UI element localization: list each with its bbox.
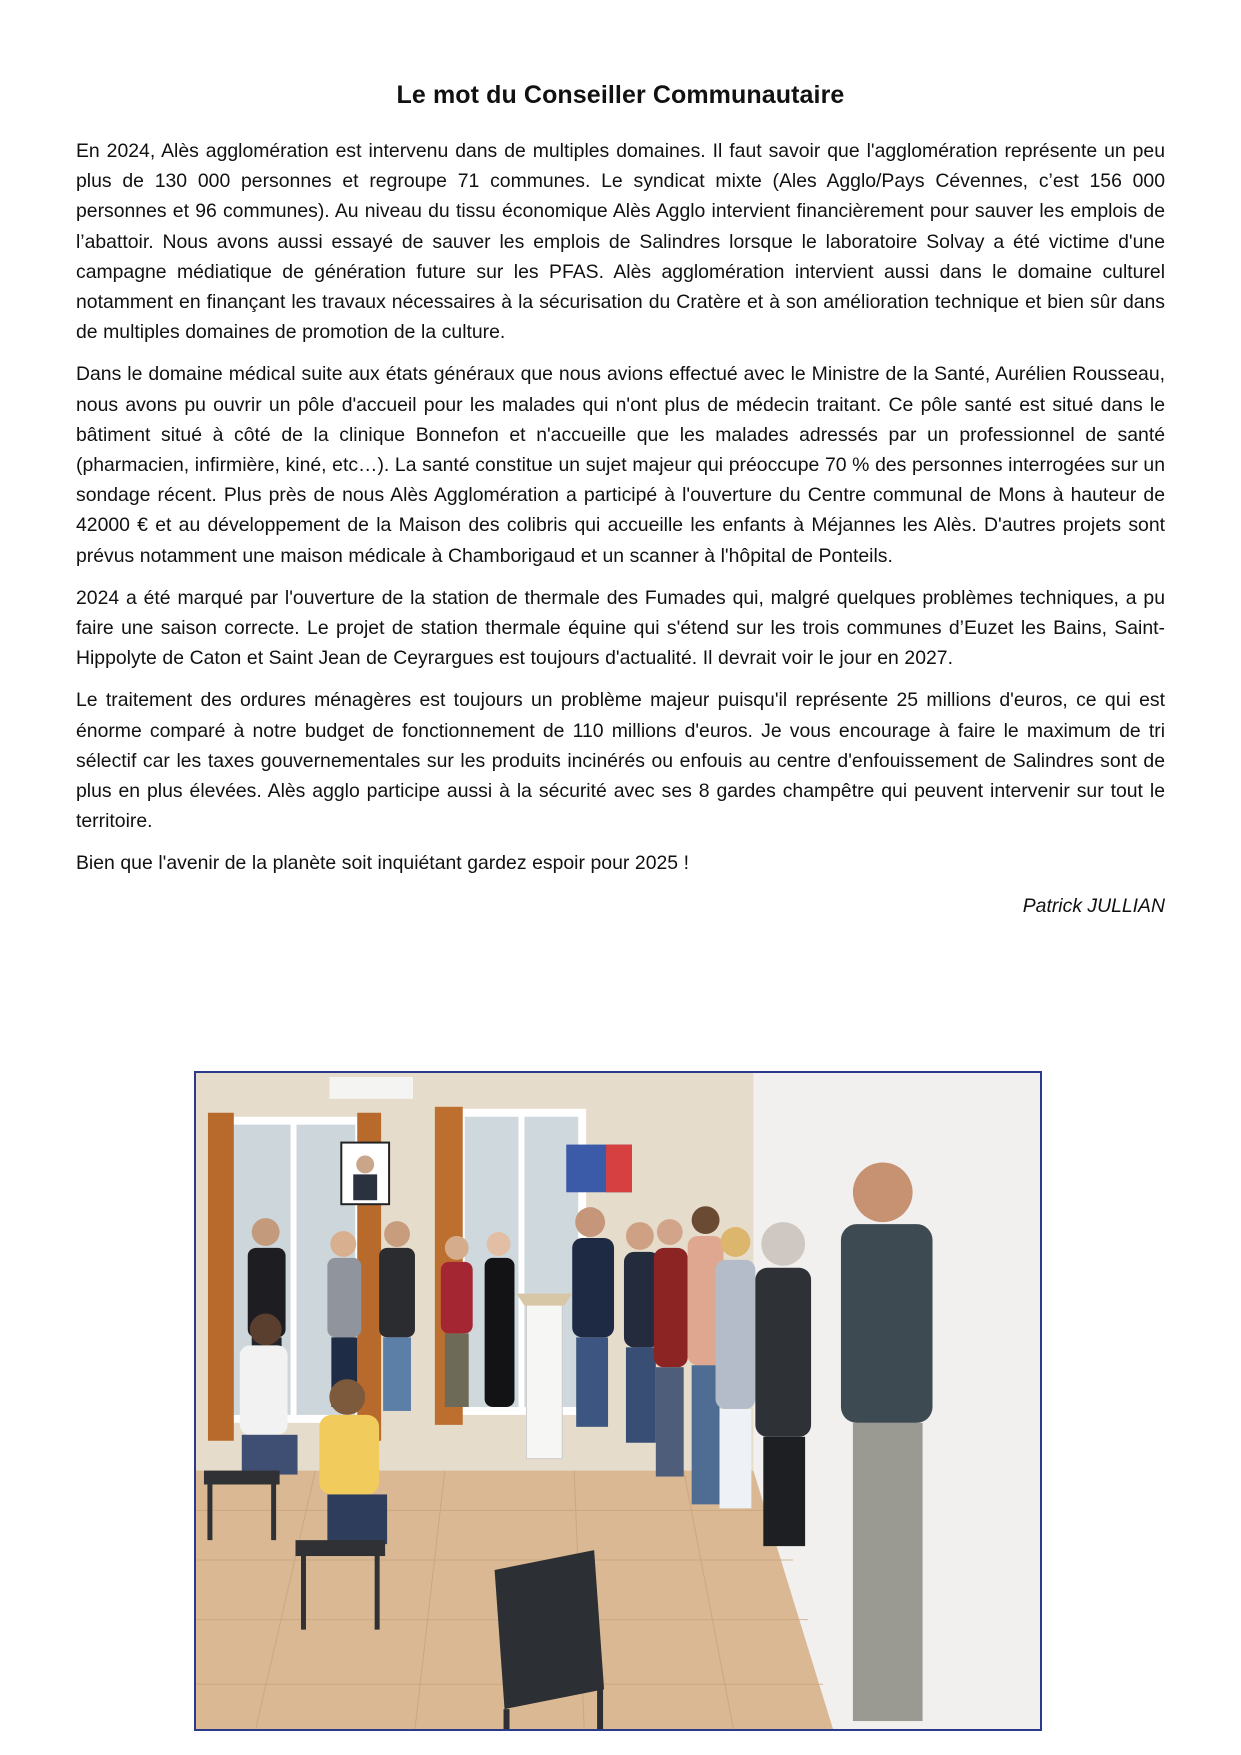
paragraph-5: Bien que l'avenir de la planète soit inquiétant gardez espoir pour 2025 ! <box>76 852 690 875</box>
paragraph-4: Le traitement des ordures ménagères est toujours un problème majeur puisqu'il représente 25 millions d'euros, ce qui est énorme comparé à notre budget de fonctionnement de 110 millions d'euros. Je vous encourage à faire le maximum de tri sélectif car les taxes gouvernementales sur les produits incinérés ou enfouis au centre d'enfouissement de Salindres sont de plus en plus élevées. Alès agglo participe aussi à la sécurité avec ses 8 gardes champêtre qui peuvent intervenir sur tout le territoire. <box>76 689 1165 833</box>
paragraph-2: Dans le domaine médical suite aux états généraux que nous avions effectué avec le Ministre de la Santé, Aurélien Rousseau, nous avons pu ouvrir un pôle d'accueil pour les malades qui n'ont plus de médecin traitant. Ce pôle santé est situé dans le bâtiment situé à côté de la clinique Bonnefon et n'accueille que les malades adressés par un professionnel de santé (pharmacien, infirmière, kiné, etc…). La santé constitue un sujet majeur qui préoccupe 70 % des personnes interrogées sur un sondage récent. Plus près de nous Alès Agglomération a participé à l'ouverture du Centre communal de Mons à hauteur de 42000 € et au développement de la Maison des colibris qui accueille les enfants à Méjannes les Alès. D'autres projets sont prévus notamment une maison médicale à Chamborigaud et un scanner à l'hôpital de Ponteils. <box>76 363 1165 567</box>
air-conditioner <box>329 1077 413 1099</box>
paragraph-1: En 2024, Alès agglomération est intervenu dans de multiples domaines. Il faut savoir que l'agglomération représente un peu plus de 130 000 personnes et regroupe 71 communes. Le syndicat mixte (Ales Agglo/Pays Cévennes, c’est 156 000 personnes et 96 communes). Au niveau du tissu économique Alès Agglo intervient financièrement pour sauver les emplois de l’abattoir. Nous avons aussi essayé de sauver les emplois de Salindres lorsque le laboratoire Solvay a été victime d'une campagne médiatique de génération future sur les PFAS. Alès agglomération intervient aussi dans le domaine culturel notamment en finançant les travaux nécessaires à la sécurisation du Cratère et à son amélioration technique et bien sûr dans de multiples domaines de promotion de la culture. <box>76 140 1165 344</box>
paragraph-3: 2024 a été marqué par l'ouverture de la station de thermale des Fumades qui, malgré quelques problèmes techniques, a pu faire une saison correcte. Le projet de station thermale équine qui s'étend sur les trois communes d’Euzet les Bains, Saint-Hippolyte de Caton et Saint Jean de Ceyrargues est toujours d'actualité. Il devrait voir le jour en 2027. <box>76 586 1165 670</box>
curtain <box>208 1113 234 1441</box>
page-title: Le mot du Conseiller Communautaire <box>396 81 845 109</box>
article <box>76 78 1165 921</box>
lectern <box>526 1300 562 1459</box>
event-photo <box>194 1071 1042 1731</box>
event-photo-illustration <box>196 1073 1040 1729</box>
signature: Patrick JULLIAN <box>1022 894 1165 917</box>
